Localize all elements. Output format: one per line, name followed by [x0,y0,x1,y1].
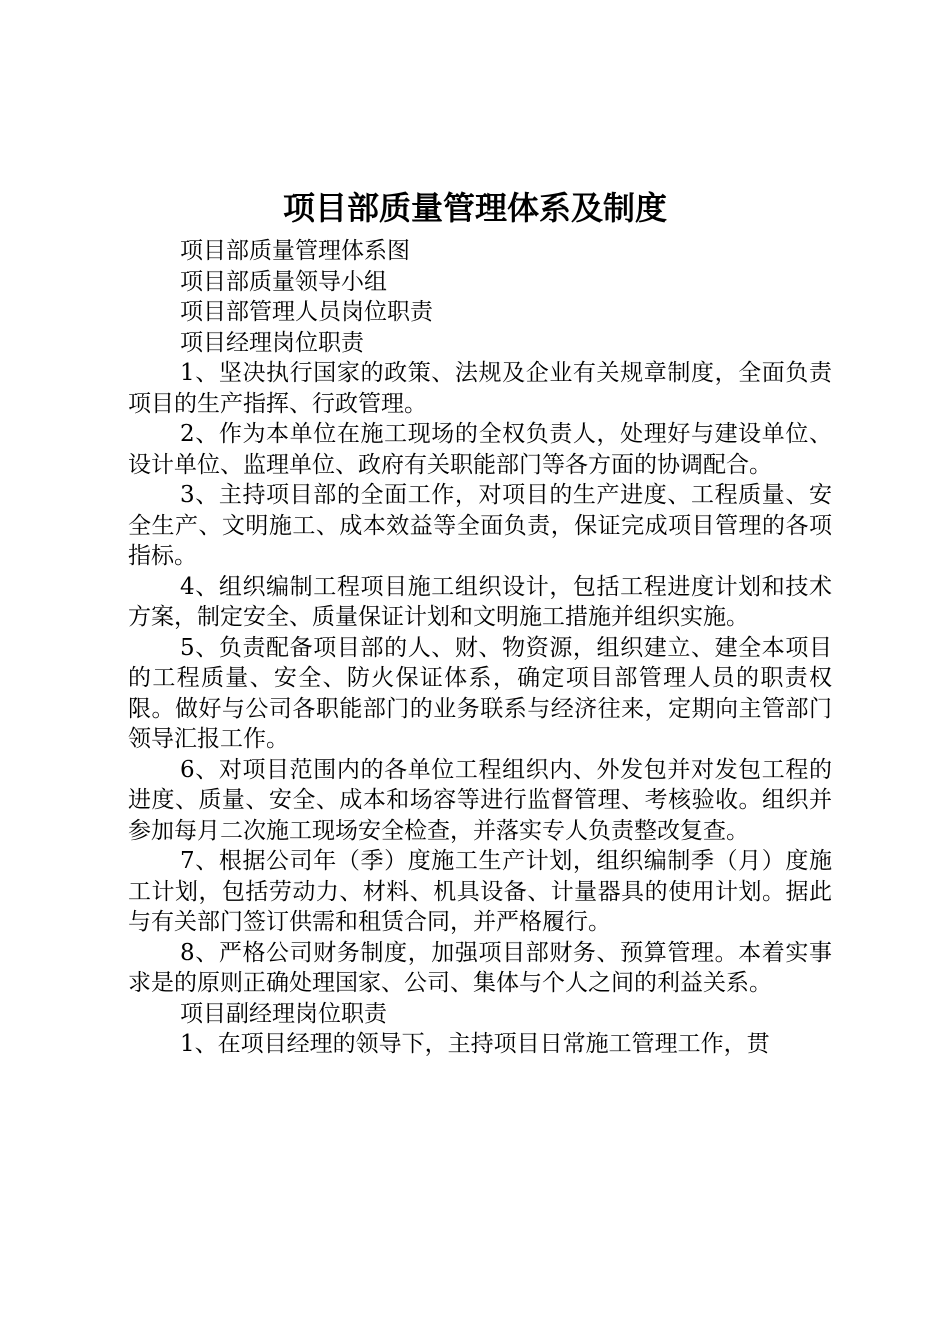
paragraph-pm-duty-2: 2、作为本单位在施工现场的全权负责人，处理好与建设单位、设计单位、监理单位、政府有关职能部门等各方面的协调配合。 [128,421,832,478]
paragraph-management-staff-duties: 项目部管理人员岗位职责 [180,299,433,325]
paragraph-pm-duty-1: 1、坚决执行国家的政策、法规及企业有关规章制度，全面负责项目的生产指挥、行政管理。 [128,360,832,417]
paragraph-quality-leadership-group: 项目部质量领导小组 [180,268,387,295]
paragraph-pm-duty-6: 6、对项目范围内的各单位工程组织内、外发包并对发包工程的进度、质量、安全、成本和场容等进行监督管理、考核验收。组织并参加每月二次施工现场安全检查，并落实专人负责整改复查。 [128,756,832,844]
document-title: 项目部质量管理体系及制度 [282,189,667,227]
paragraph-pm-duty-7: 7、根据公司年（季）度施工生产计划，组织编制季（月）度施工计划，包括劳动力、材料、机具设备、计量器具的使用计划。据此与有关部门签订供需和租赁合同，并严格履行。 [128,848,832,935]
paragraph-pm-duty-5: 5、负责配备项目部的人、财、物资源，组织建立、建全本项目的工程质量、安全、防火保证体系，确定项目部管理人员的职责权限。做好与公司各职能部门的业务联系与经济往来，定期向主管部门领导汇报工作。 [128,634,832,752]
document-body [128,236,832,1060]
paragraph-deputy-duty-1: 1、在项目经理的领导下，主持项目日常施工管理工作，贯 [180,1031,770,1057]
section-heading-deputy-manager: 项目副经理岗位职责 [180,1000,387,1027]
paragraph-pm-duty-3: 3、主持项目部的全面工作，对项目的生产进度、工程质量、安全生产、文明施工、成本效益等全面负责，保证完成项目管理的各项指标。 [128,482,832,569]
section-heading-project-manager: 项目经理岗位职责 [180,329,364,356]
paragraph-pm-duty-8: 8、严格公司财务制度，加强项目部财务、预算管理。本着实事求是的原则正确处理国家、公司、集体与个人之间的利益关系。 [128,939,832,996]
paragraph-system-chart: 项目部质量管理体系图 [180,238,410,264]
paragraph-pm-duty-4: 4、组织编制工程项目施工组织设计，包括工程进度计划和技术方案，制定安全、质量保证计划和文明施工措施并组织实施。 [128,573,832,630]
